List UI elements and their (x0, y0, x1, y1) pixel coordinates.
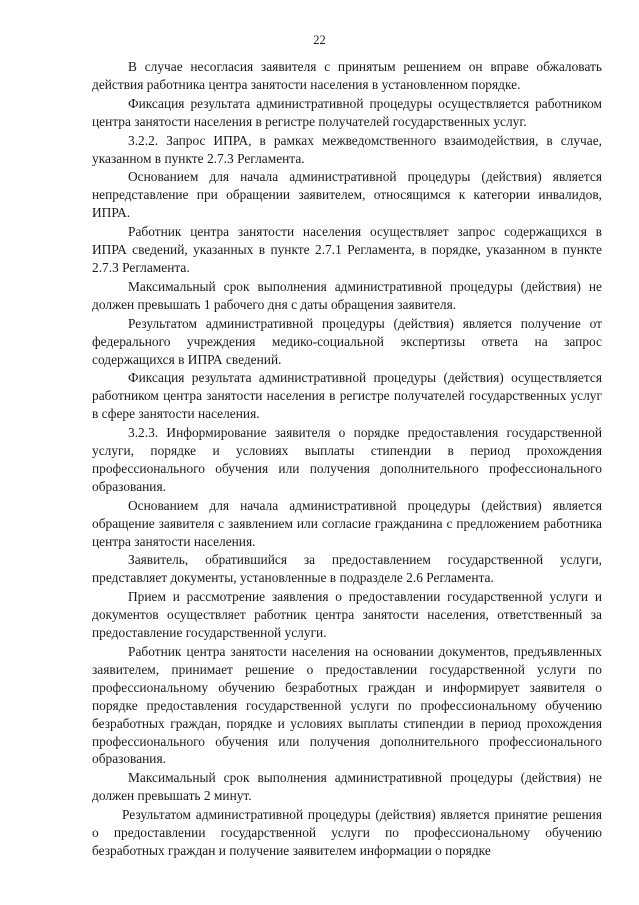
paragraph-basis-1: Основанием для начала административной процедуры (действия) является непредставление при обращении заявителем, относящимся к категории инвалидов, ИПРА. (92, 169, 602, 221)
document-body (92, 58, 602, 861)
paragraph-applicant-documents: Заявитель, обратившийся за предоставлением государственной услуги, представляет документы, установленные в подразделе 2.6 Регламента. (92, 552, 602, 586)
paragraph-reception: Прием и рассмотрение заявления о предоставлении государственной услуги и документов осуществляет работник центра занятости населения, ответственный за предоставление государственной услуги. (92, 589, 602, 641)
paragraph-result-1: Результатом административной процедуры (действия) является получение от федерального учреждения медико-социальной экспертизы ответа на запрос содержащихся в ИПРА сведений. (92, 315, 602, 367)
paragraph-decision: Работник центра занятости населения на основании документов, предъявленных заявителем, принимает решение о предоставлении государственной услуги по профессиональному обучению безработных граждан и информирует заявителя о порядке предоставления государственной услуги по профессиональному обучению безработных граждан, порядке и условиях выплаты стипендии в период прохождения профессионального обучения или получения дополнительного профессионального образования. (92, 644, 602, 767)
paragraph-result-2: Результатом административной процедуры (действия) является принятие решения о предоставлении государственной услуги по профессиональному обучению безработных граждан и получение заявителем информации о порядке (92, 807, 602, 858)
paragraph-basis-2: Основанием для начала административной процедуры (действия) является обращение заявителя с заявлением или согласие гражданина с предложением работника центра занятости населения. (92, 497, 602, 549)
paragraph-max-term-2: Максимальный срок выполнения административной процедуры (действия) не должен превышать 2 минут. (92, 770, 602, 804)
paragraph-fixation-1: Фиксация результата административной процедуры осуществляется работником центра занятости населения в регистре получателей государственных услуг. (92, 95, 602, 129)
paragraph-request: Работник центра занятости населения осуществляет запрос содержащихся в ИПРА сведений, указанных в пункте 2.7.1 Регламента, в порядке, указанном в пункте 2.7.3 Регламента. (92, 224, 602, 275)
section-heading-3-2-2: 3.2.2. Запрос ИПРА, в рамках межведомственного взаимодействия, в случае, указанном в пункте 2.7.3 Регламента. (92, 132, 602, 166)
paragraph-max-term-1: Максимальный срок выполнения административной процедуры (действия) не должен превышать 1 рабочего дня с даты обращения заявителя. (92, 278, 602, 312)
paragraph-fixation-2: Фиксация результата административной процедуры (действия) осуществляется работником центра занятости населения в регистре получателей государственных услуг в сфере занятости населения. (92, 370, 602, 422)
page-number: 22 (313, 33, 326, 47)
section-heading-3-2-3: 3.2.3. Информирование заявителя о порядке предоставления государственной услуги, порядке и условиях выплаты стипендии в период прохождения профессионального обучения или получения дополнительного профессионального образования. (92, 425, 602, 494)
paragraph-appeal: В случае несогласия заявителя с принятым решением он вправе обжаловать действия работника центра занятости населения в установленном порядке. (92, 59, 602, 92)
